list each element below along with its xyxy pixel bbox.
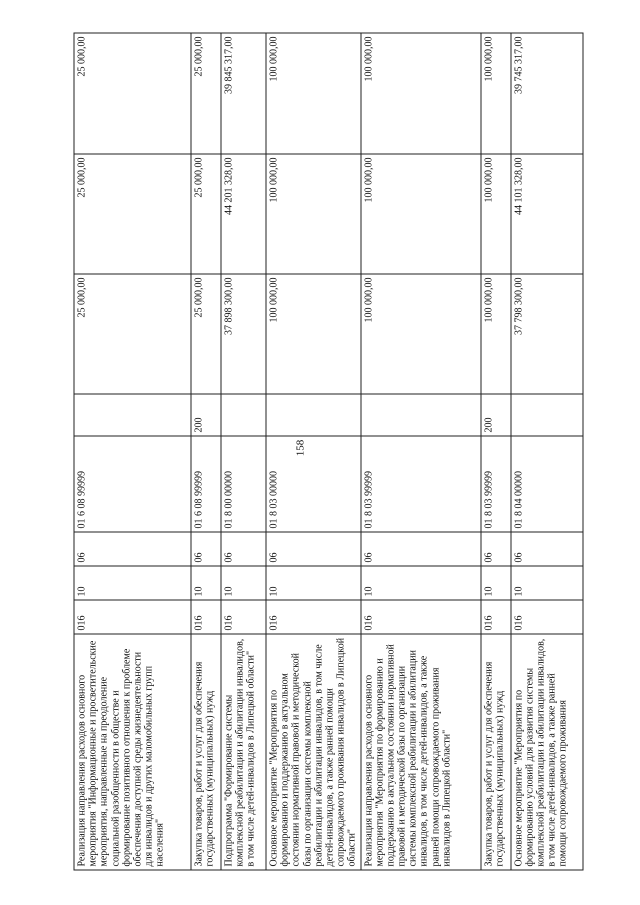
row-name: Подпрограмма "Формирование системы комплексной реабилитации и абилитации инвалидов, в том числе детей-инвалидов в Липецкой области" bbox=[221, 634, 266, 870]
target-article-code: 01 8 00 00000 bbox=[221, 436, 266, 532]
sum-year-2: 44 101 328,00 bbox=[511, 154, 583, 274]
section-code: 10 bbox=[511, 566, 583, 600]
section-code: 10 bbox=[191, 566, 221, 600]
ved-code: 016 bbox=[221, 600, 266, 634]
sum-year-3: 100 000,00 bbox=[361, 33, 481, 154]
table-row bbox=[481, 33, 511, 870]
sum-year-3: 100 000,00 bbox=[481, 33, 511, 154]
sum-year-2: 100 000,00 bbox=[266, 154, 361, 274]
target-article-code: 01 6 08 99999 bbox=[74, 436, 191, 532]
sum-year-1: 37 798 300,00 bbox=[511, 274, 583, 394]
sum-year-1: 25 000,00 bbox=[191, 274, 221, 394]
subsection-code: 06 bbox=[511, 532, 583, 566]
sum-year-3: 39 845 317,00 bbox=[221, 33, 266, 154]
page-number: 158 bbox=[294, 439, 307, 457]
row-name: Закупка товаров, работ и услуг для обеспечения государственных (муниципальных) нужд bbox=[481, 634, 511, 870]
target-article-code: 01 6 08 99999 bbox=[191, 436, 221, 532]
subsection-code: 06 bbox=[74, 532, 191, 566]
table-row bbox=[361, 33, 481, 870]
subsection-code: 06 bbox=[481, 532, 511, 566]
sum-year-2: 100 000,00 bbox=[481, 154, 511, 274]
table-row bbox=[191, 33, 221, 870]
table-row bbox=[266, 33, 361, 870]
row-name: Основное мероприятие "Мероприятия по формированию условий для развития системы комплексной реабилитации и абилитации инвалидов, в том числе детей-инвалидов, а также ранней помощи сопровождаемого проживания bbox=[511, 634, 583, 870]
budget-table-area bbox=[73, 34, 577, 871]
expense-type-code: 200 bbox=[481, 394, 511, 436]
ved-code: 016 bbox=[191, 600, 221, 634]
sum-year-3: 25 000,00 bbox=[191, 33, 221, 154]
section-code: 10 bbox=[266, 566, 361, 600]
expense-type-code bbox=[511, 394, 583, 436]
sum-year-1: 100 000,00 bbox=[481, 274, 511, 394]
expense-type-code bbox=[221, 394, 266, 436]
ved-code: 016 bbox=[74, 600, 191, 634]
sum-year-3: 100 000,00 bbox=[266, 33, 361, 154]
subsection-code: 06 bbox=[221, 532, 266, 566]
subsection-code: 06 bbox=[361, 532, 481, 566]
row-name: Реализация направления расходов основного мероприятия "Информационные и просветительские мероприятия, направленные на преодоление социальной разобщенности в обществе и формирование позитивного отношения к проблеме обеспечения доступной среды жизнедеятельности для инвалидов и других маломобильных групп населения" bbox=[74, 634, 191, 870]
sum-year-2: 44 201 328,00 bbox=[221, 154, 266, 274]
section-code: 10 bbox=[361, 566, 481, 600]
expense-type-code bbox=[361, 394, 481, 436]
sum-year-3: 39 745 317,00 bbox=[511, 33, 583, 154]
budget-table bbox=[74, 33, 584, 871]
ved-code: 016 bbox=[361, 600, 481, 634]
subsection-code: 06 bbox=[266, 532, 361, 566]
target-article-code: 01 8 03 00000 bbox=[266, 436, 361, 532]
row-name: Реализация направления расходов основного мероприятия "Мероприятия по формированию и поддержанию в актуальном состоянии нормативной правовой и методической базы по организации системы комплексной реабилитации и абилитации инвалидов, в том числе детей-инвалидов, а также ранней помощи сопровождаемого проживания инвалидов в Липецкой области" bbox=[361, 634, 481, 870]
section-code: 10 bbox=[481, 566, 511, 600]
sum-year-1: 25 000,00 bbox=[74, 274, 191, 394]
sum-year-3: 25 000,00 bbox=[74, 33, 191, 154]
row-name: Закупка товаров, работ и услуг для обеспечения государственных (муниципальных) нужд bbox=[191, 634, 221, 870]
section-code: 10 bbox=[221, 566, 266, 600]
subsection-code: 06 bbox=[191, 532, 221, 566]
table-row bbox=[74, 33, 191, 870]
ved-code: 016 bbox=[266, 600, 361, 634]
sum-year-1: 37 898 300,00 bbox=[221, 274, 266, 394]
table-row bbox=[511, 33, 583, 870]
sum-year-1: 100 000,00 bbox=[361, 274, 481, 394]
expense-type-code bbox=[266, 394, 361, 436]
expense-type-code: 200 bbox=[191, 394, 221, 436]
section-code: 10 bbox=[74, 566, 191, 600]
sum-year-2: 25 000,00 bbox=[74, 154, 191, 274]
row-name: Основное мероприятие "Мероприятия по формированию и поддержанию в актуальном состоянии нормативной правовой и методической базы по организации системы комплексной реабилитации и абилитации инвалидов, в том числе детей-инвалидов, а также ранней помощи сопровождаемого проживания инвалидов в Липецкой области" bbox=[266, 634, 361, 870]
table-row bbox=[221, 33, 266, 870]
sum-year-2: 100 000,00 bbox=[361, 154, 481, 274]
sum-year-1: 100 000,00 bbox=[266, 274, 361, 394]
ved-code: 016 bbox=[511, 600, 583, 634]
expense-type-code bbox=[74, 394, 191, 436]
ved-code: 016 bbox=[481, 600, 511, 634]
target-article-code: 01 8 03 99999 bbox=[481, 436, 511, 532]
target-article-code: 01 8 04 00000 bbox=[511, 436, 583, 532]
sum-year-2: 25 000,00 bbox=[191, 154, 221, 274]
target-article-code: 01 8 03 99999 bbox=[361, 436, 481, 532]
